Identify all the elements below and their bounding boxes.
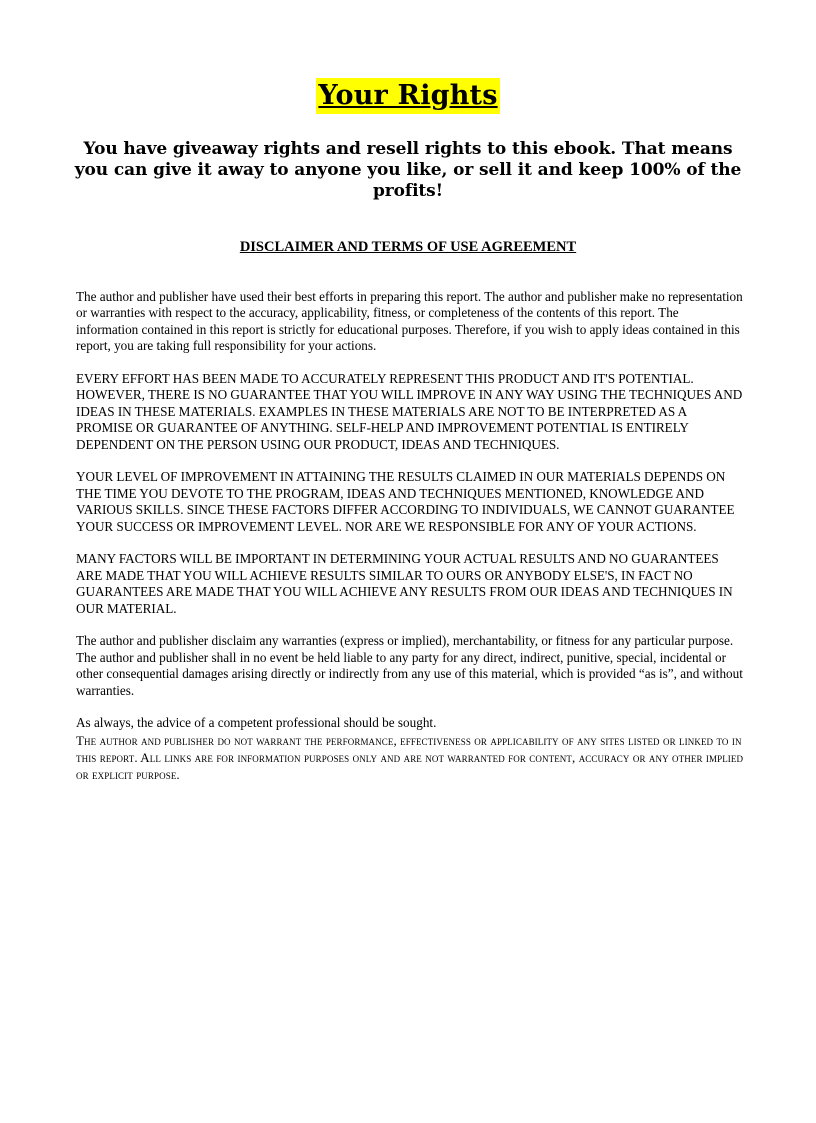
disclaimer-paragraph-warranties: The author and publisher disclaim any warranties (express or implied), merchantability, or fitness for any particular purpose. The author and publisher shall in no event be held liable to any party for any direct, indirect, punitive, special, incidental or other consequential damages arising directly or indirectly from any use of this material, which is provided “as is”, and without warranties. <box>76 633 743 698</box>
rights-statement: You have giveaway rights and resell rights to this ebook. That means you can give it away to anyone you like, or sell it and keep 100% of the profits! <box>74 139 742 201</box>
title-container <box>0 78 816 114</box>
links-notice: The author and publisher do not warrant the performance, effectiveness or applicability of any sites listed or linked to in this report. All links are for information purposes only and are not warranted for content, accuracy or any other implied or explicit purpose. <box>76 732 744 782</box>
disclaimer-paragraph-no-guarantee: EVERY EFFORT HAS BEEN MADE TO ACCURATELY REPRESENT THIS PRODUCT AND IT'S POTENTIAL. HOWEVER, THERE IS NO GUARANTEE THAT YOU WILL IMPROVE IN ANY WAY USING THE TECHNIQUES AND IDEAS IN THESE MATERIALS. EXAMPLES IN THESE MATERIALS ARE NOT TO BE INTERPRETED AS A PROMISE OR GUARANTEE OF ANYTHING. SELF-HELP AND IMPROVEMENT POTENTIAL IS ENTIRELY DEPENDENT ON THE PERSON USING OUR PRODUCT, IDEAS AND TECHNIQUES. <box>76 371 743 452</box>
disclaimer-paragraph-level-of-improvement: YOUR LEVEL OF IMPROVEMENT IN ATTAINING THE RESULTS CLAIMED IN OUR MATERIALS DEPENDS ON THE TIME YOU DEVOTE TO THE PROGRAM, IDEAS AND TECHNIQUES MENTIONED, KNOWLEDGE AND VARIOUS SKILLS. SINCE THESE FACTORS DIFFER ACCORDING TO INDIVIDUALS, WE CANNOT GUARANTEE YOUR SUCCESS OR IMPROVEMENT LEVEL. NOR ARE WE RESPONSIBLE FOR ANY OF YOUR ACTIONS. <box>76 469 735 534</box>
disclaimer-paragraph-efforts: The author and publisher have used their best efforts in preparing this report. The author and publisher make no representation or warranties with respect to the accuracy, applicability, fitness, or completeness of the contents of this report. The information contained in this report is strictly for educational purposes. Therefore, if you wish to apply ideas contained in this report, you are taking full responsibility for your actions. <box>76 289 743 354</box>
disclaimer-body <box>76 289 744 799</box>
page-title: Your Rights <box>316 78 499 114</box>
disclaimer-paragraph-many-factors: MANY FACTORS WILL BE IMPORTANT IN DETERMINING YOUR ACTUAL RESULTS AND NO GUARANTEES ARE MADE THAT YOU WILL ACHIEVE RESULTS SIMILAR TO OURS OR ANYBODY ELSE'S, IN FACT NO GUARANTEES ARE MADE THAT YOU WILL ACHIEVE ANY RESULTS FROM OUR IDEAS AND TECHNIQUES IN OUR MATERIAL. <box>76 551 733 616</box>
disclaimer-paragraph-professional-advice: As always, the advice of a competent professional should be sought. <box>76 715 437 731</box>
disclaimer-heading: DISCLAIMER AND TERMS OF USE AGREEMENT <box>239 239 577 255</box>
